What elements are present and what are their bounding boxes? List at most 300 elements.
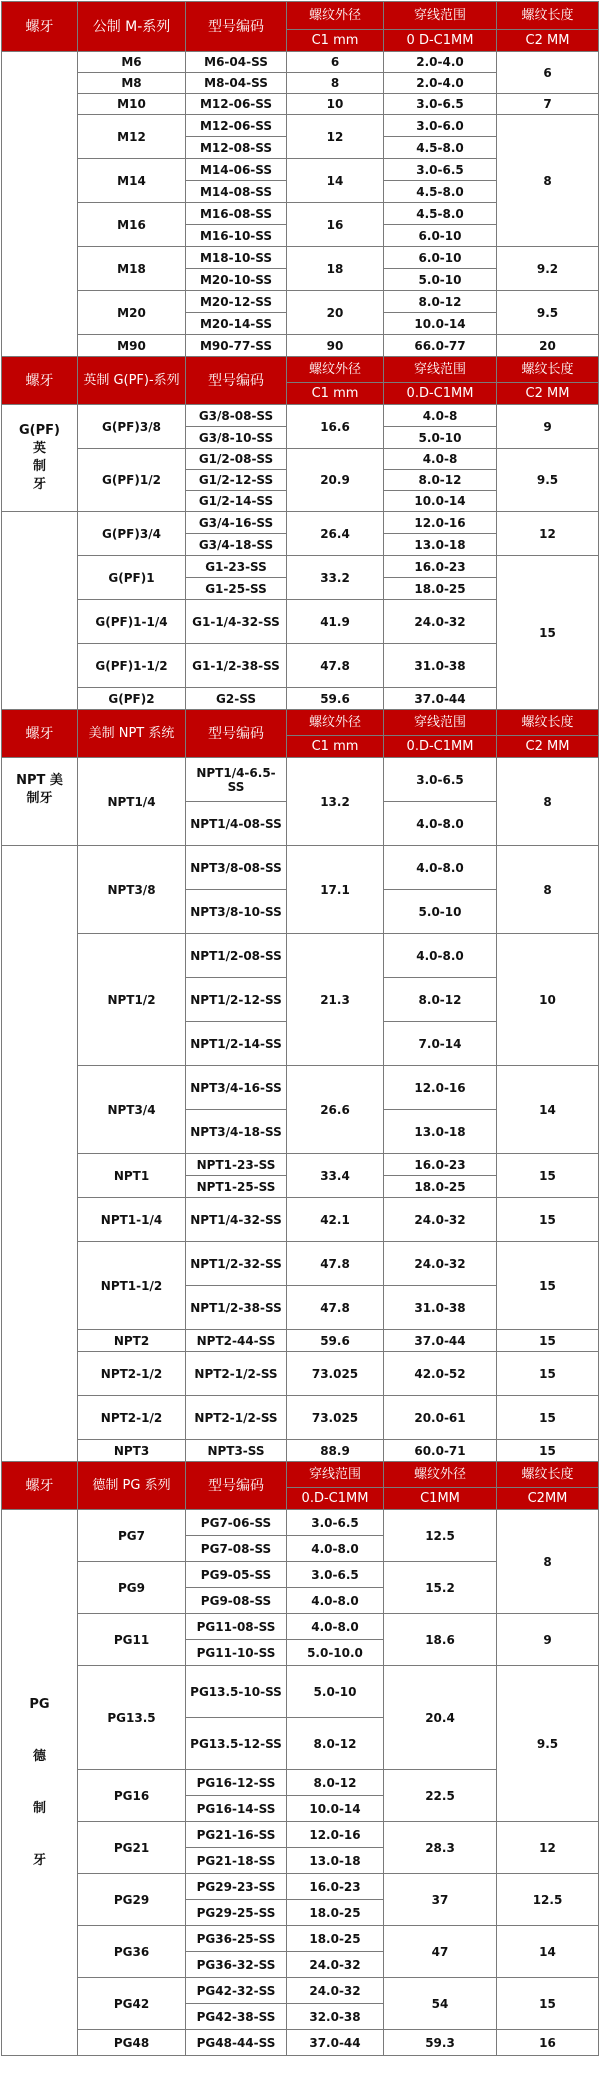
- col5-cell: 4.0-8.0: [384, 846, 497, 890]
- code-cell: PG29-23-SS: [186, 1874, 287, 1900]
- code-cell: G1-23-SS: [186, 556, 287, 578]
- col5-cell: 8.0-12: [384, 470, 497, 491]
- code-cell: NPT1/2-14-SS: [186, 1022, 287, 1066]
- code-cell: PG36-32-SS: [186, 1952, 287, 1978]
- col4-cell: 3.0-6.5: [287, 1562, 384, 1588]
- table-row: [2, 1614, 599, 1640]
- col5-cell: 20.0-61: [384, 1396, 497, 1440]
- thread-header: 螺牙: [2, 357, 78, 405]
- col5-cell: 47: [384, 1926, 497, 1978]
- col5-cell: 13.0-18: [384, 1110, 497, 1154]
- col5-header: 穿线范围: [384, 710, 497, 736]
- col6-cell: 8: [497, 1510, 599, 1614]
- size-cell: NPT2-1/2: [78, 1396, 186, 1440]
- col6-unit: C2 MM: [497, 383, 599, 405]
- col4-cell: 41.9: [287, 600, 384, 644]
- code-cell: PG36-25-SS: [186, 1926, 287, 1952]
- table-row: [2, 1926, 599, 1952]
- col6-cell: 20: [497, 335, 599, 357]
- col5-cell: 4.0-8: [384, 449, 497, 470]
- col5-cell: 18.0-25: [384, 1176, 497, 1198]
- col5-cell: 3.0-6.5: [384, 94, 497, 115]
- table-row: [2, 1978, 599, 2004]
- col5-cell: 24.0-32: [384, 1198, 497, 1242]
- col5-cell: 4.5-8.0: [384, 203, 497, 225]
- col5-cell: 16.0-23: [384, 1154, 497, 1176]
- col6-unit: C2MM: [497, 1488, 599, 1510]
- col6-header: 螺纹长度: [497, 2, 599, 30]
- col4-cell: 21.3: [287, 934, 384, 1066]
- col4-cell: 26.6: [287, 1066, 384, 1154]
- size-cell: PG11: [78, 1614, 186, 1666]
- code-header: 型号编码: [186, 357, 287, 405]
- col6-header: 螺纹长度: [497, 357, 599, 383]
- col5-header: 螺纹外径: [384, 1462, 497, 1488]
- col5-cell: 37: [384, 1874, 497, 1926]
- col5-cell: 15.2: [384, 1562, 497, 1614]
- size-cell: PG7: [78, 1510, 186, 1562]
- col5-cell: 66.0-77: [384, 335, 497, 357]
- size-cell: PG16: [78, 1770, 186, 1822]
- col6-cell: 9.5: [497, 291, 599, 335]
- col6-cell: 15: [497, 1440, 599, 1462]
- col4-header: 螺纹外径: [287, 710, 384, 736]
- code-cell: PG9-05-SS: [186, 1562, 287, 1588]
- table-row: [2, 1396, 599, 1440]
- col6-cell: 14: [497, 1926, 599, 1978]
- col6-unit: C2 MM: [497, 30, 599, 52]
- col6-cell: 9: [497, 1614, 599, 1666]
- code-cell: NPT2-44-SS: [186, 1330, 287, 1352]
- col4-header: 螺纹外径: [287, 2, 384, 30]
- col4-cell: 6: [287, 52, 384, 73]
- code-header: 型号编码: [186, 2, 287, 52]
- col4-header: 穿线范围: [287, 1462, 384, 1488]
- code-cell: G1-25-SS: [186, 578, 287, 600]
- size-cell: G(PF)3/8: [78, 405, 186, 449]
- size-cell: NPT1-1/2: [78, 1242, 186, 1330]
- series-header: 公制 M-系列: [78, 2, 186, 52]
- side-label-line: 牙: [32, 477, 46, 492]
- col4-cell: 47.8: [287, 644, 384, 688]
- size-cell: M12: [78, 115, 186, 159]
- col5-cell: 2.0-4.0: [384, 73, 497, 94]
- col6-header: 螺纹长度: [497, 710, 599, 736]
- pg-header-row: [2, 1462, 599, 1488]
- col6-cell: 15: [497, 1396, 599, 1440]
- col4-cell: 16.6: [287, 405, 384, 449]
- code-cell: M20-10-SS: [186, 269, 287, 291]
- col5-cell: 7.0-14: [384, 1022, 497, 1066]
- side-label-line: 制牙: [26, 791, 53, 806]
- code-cell: NPT3-SS: [186, 1440, 287, 1462]
- col5-cell: 4.5-8.0: [384, 181, 497, 203]
- code-cell: G3/8-08-SS: [186, 405, 287, 427]
- size-cell: NPT3: [78, 1440, 186, 1462]
- col4-cell: 8: [287, 73, 384, 94]
- col4-cell: 12.0-16: [287, 1822, 384, 1848]
- table-row: [2, 1666, 599, 1718]
- table-row: [2, 52, 599, 73]
- table-row: [2, 247, 599, 269]
- code-cell: PG11-08-SS: [186, 1614, 287, 1640]
- col6-cell: 7: [497, 94, 599, 115]
- col4-cell: 59.6: [287, 1330, 384, 1352]
- code-cell: PG21-18-SS: [186, 1848, 287, 1874]
- size-cell: NPT2-1/2: [78, 1352, 186, 1396]
- series-header: 英制 G(PF)-系列: [78, 357, 186, 405]
- table-row: [2, 846, 599, 890]
- code-cell: NPT1/4-08-SS: [186, 802, 287, 846]
- col4-cell: 90: [287, 335, 384, 357]
- code-cell: PG16-12-SS: [186, 1770, 287, 1796]
- col4-cell: 32.0-38: [287, 2004, 384, 2030]
- col6-cell: 15: [497, 1330, 599, 1352]
- side-label-line: G(PF): [19, 423, 60, 438]
- col5-cell: 3.0-6.5: [384, 159, 497, 181]
- side-label-line: PG: [29, 1696, 50, 1712]
- col5-cell: 37.0-44: [384, 1330, 497, 1352]
- side-label-line: NPT 美: [16, 773, 63, 788]
- side-label-line: 制: [32, 459, 46, 474]
- code-cell: PG42-38-SS: [186, 2004, 287, 2030]
- col4-cell: 10.0-14: [287, 1796, 384, 1822]
- pg-side-label: [2, 1510, 78, 2056]
- code-cell: NPT1/2-12-SS: [186, 978, 287, 1022]
- code-cell: NPT1/2-38-SS: [186, 1286, 287, 1330]
- size-cell: PG42: [78, 1978, 186, 2030]
- code-cell: NPT3/4-18-SS: [186, 1110, 287, 1154]
- gpf-side-cell: [2, 512, 78, 710]
- code-cell: PG9-08-SS: [186, 1588, 287, 1614]
- code-cell: PG11-10-SS: [186, 1640, 287, 1666]
- col6-header: 螺纹长度: [497, 1462, 599, 1488]
- code-cell: M8-04-SS: [186, 73, 287, 94]
- code-cell: M16-08-SS: [186, 203, 287, 225]
- col4-cell: 12: [287, 115, 384, 159]
- table-row: [2, 1352, 599, 1396]
- code-cell: NPT2-1/2-SS: [186, 1396, 287, 1440]
- code-cell: G3/4-16-SS: [186, 512, 287, 534]
- code-cell: M12-08-SS: [186, 137, 287, 159]
- col4-cell: 5.0-10.0: [287, 1640, 384, 1666]
- col4-unit: C1 mm: [287, 736, 384, 758]
- table-row: [2, 1874, 599, 1900]
- col5-cell: 31.0-38: [384, 1286, 497, 1330]
- col6-cell: 9.5: [497, 1666, 599, 1822]
- thread-header: 螺牙: [2, 710, 78, 758]
- size-cell: PG9: [78, 1562, 186, 1614]
- col6-unit: C2 MM: [497, 736, 599, 758]
- col5-cell: 4.5-8.0: [384, 137, 497, 159]
- col4-cell: 17.1: [287, 846, 384, 934]
- col4-cell: 88.9: [287, 1440, 384, 1462]
- code-cell: M14-08-SS: [186, 181, 287, 203]
- size-cell: NPT1-1/4: [78, 1198, 186, 1242]
- col5-cell: 18.6: [384, 1614, 497, 1666]
- code-cell: PG13.5-10-SS: [186, 1666, 287, 1718]
- col5-cell: 28.3: [384, 1822, 497, 1874]
- size-cell: M18: [78, 247, 186, 291]
- col5-header: 穿线范围: [384, 2, 497, 30]
- table-row: [2, 1440, 599, 1462]
- col5-cell: 8.0-12: [384, 291, 497, 313]
- col4-cell: 3.0-6.5: [287, 1510, 384, 1536]
- col6-cell: 12: [497, 1822, 599, 1874]
- side-label-line: 英: [32, 441, 46, 456]
- table-row: [2, 1822, 599, 1848]
- col5-cell: 10.0-14: [384, 491, 497, 512]
- size-cell: M10: [78, 94, 186, 115]
- col5-cell: 2.0-4.0: [384, 52, 497, 73]
- code-cell: NPT1/2-32-SS: [186, 1242, 287, 1286]
- col6-cell: 12: [497, 512, 599, 556]
- col5-cell: 16.0-23: [384, 556, 497, 578]
- table-row: [2, 1154, 599, 1176]
- col4-cell: 73.025: [287, 1396, 384, 1440]
- col6-cell: 15: [497, 1978, 599, 2030]
- col4-cell: 18: [287, 247, 384, 291]
- series-header: 美制 NPT 系统: [78, 710, 186, 758]
- col5-cell: 6.0-10: [384, 247, 497, 269]
- col5-unit: C1MM: [384, 1488, 497, 1510]
- col4-cell: 5.0-10: [287, 1666, 384, 1718]
- code-cell: M20-12-SS: [186, 291, 287, 313]
- col5-cell: 12.5: [384, 1510, 497, 1562]
- code-cell: NPT3/8-10-SS: [186, 890, 287, 934]
- npt-side-label: [2, 758, 78, 846]
- col4-cell: 24.0-32: [287, 1978, 384, 2004]
- table-row: [2, 94, 599, 115]
- col4-cell: 73.025: [287, 1352, 384, 1396]
- col5-cell: 12.0-16: [384, 512, 497, 534]
- col5-cell: 22.5: [384, 1770, 497, 1822]
- code-cell: M18-10-SS: [186, 247, 287, 269]
- gpf-header-row: [2, 357, 599, 383]
- code-cell: G1-1/2-38-SS: [186, 644, 287, 688]
- table-row: [2, 1066, 599, 1110]
- size-cell: G(PF)1-1/2: [78, 644, 186, 688]
- table-row: [2, 405, 599, 427]
- code-cell: M90-77-SS: [186, 335, 287, 357]
- code-cell: M14-06-SS: [186, 159, 287, 181]
- col5-cell: 37.0-44: [384, 688, 497, 710]
- col4-cell: 8.0-12: [287, 1718, 384, 1770]
- col5-cell: 24.0-32: [384, 1242, 497, 1286]
- thread-header: 螺牙: [2, 2, 78, 52]
- col4-cell: 16.0-23: [287, 1874, 384, 1900]
- col5-cell: 5.0-10: [384, 269, 497, 291]
- col6-cell: 15: [497, 1198, 599, 1242]
- code-cell: PG48-44-SS: [186, 2030, 287, 2056]
- size-cell: NPT3/8: [78, 846, 186, 934]
- code-cell: M6-04-SS: [186, 52, 287, 73]
- size-cell: NPT3/4: [78, 1066, 186, 1154]
- col4-unit: C1 mm: [287, 383, 384, 405]
- col5-cell: 31.0-38: [384, 644, 497, 688]
- col6-cell: 10: [497, 934, 599, 1066]
- metric-header-row: [2, 2, 599, 30]
- col6-cell: 15: [497, 556, 599, 710]
- col5-cell: 8.0-12: [384, 978, 497, 1022]
- table-row: [2, 512, 599, 534]
- col5-cell: 4.0-8.0: [384, 934, 497, 978]
- code-header: 型号编码: [186, 710, 287, 758]
- col4-cell: 18.0-25: [287, 1926, 384, 1952]
- col5-cell: 13.0-18: [384, 534, 497, 556]
- col4-cell: 13.2: [287, 758, 384, 846]
- col4-cell: 10: [287, 94, 384, 115]
- col6-cell: 16: [497, 2030, 599, 2056]
- col5-cell: 54: [384, 1978, 497, 2030]
- col4-cell: 47.8: [287, 1286, 384, 1330]
- col4-cell: 26.4: [287, 512, 384, 556]
- col4-cell: 20.9: [287, 449, 384, 512]
- col6-cell: 14: [497, 1066, 599, 1154]
- code-cell: G1/2-14-SS: [186, 491, 287, 512]
- col4-header: 螺纹外径: [287, 357, 384, 383]
- col4-cell: 13.0-18: [287, 1848, 384, 1874]
- size-cell: NPT1: [78, 1154, 186, 1198]
- code-cell: PG29-25-SS: [186, 1900, 287, 1926]
- col5-cell: 4.0-8: [384, 405, 497, 427]
- col5-cell: 42.0-52: [384, 1352, 497, 1396]
- table-row: [2, 1510, 599, 1536]
- code-cell: NPT3/8-08-SS: [186, 846, 287, 890]
- code-cell: G1/2-08-SS: [186, 449, 287, 470]
- col6-cell: 8: [497, 846, 599, 934]
- size-cell: G(PF)1-1/4: [78, 600, 186, 644]
- col5-cell: 4.0-8.0: [384, 802, 497, 846]
- col4-cell: 24.0-32: [287, 1952, 384, 1978]
- col6-cell: 6: [497, 52, 599, 94]
- col5-cell: 24.0-32: [384, 600, 497, 644]
- table-row: [2, 556, 599, 578]
- col5-cell: 6.0-10: [384, 225, 497, 247]
- code-cell: NPT1-23-SS: [186, 1154, 287, 1176]
- size-cell: PG48: [78, 2030, 186, 2056]
- col4-cell: 4.0-8.0: [287, 1536, 384, 1562]
- col5-cell: 5.0-10: [384, 427, 497, 449]
- series-header: 德制 PG 系列: [78, 1462, 186, 1510]
- table-row: [2, 1330, 599, 1352]
- col5-cell: 10.0-14: [384, 313, 497, 335]
- code-cell: NPT3/4-16-SS: [186, 1066, 287, 1110]
- col4-cell: 20: [287, 291, 384, 335]
- code-cell: NPT1/2-08-SS: [186, 934, 287, 978]
- size-cell: M6: [78, 52, 186, 73]
- code-cell: NPT2-1/2-SS: [186, 1352, 287, 1396]
- size-cell: M14: [78, 159, 186, 203]
- size-cell: M8: [78, 73, 186, 94]
- table-row: [2, 291, 599, 313]
- table-row: [2, 1242, 599, 1286]
- npt-header-row: [2, 710, 599, 736]
- col5-cell: 3.0-6.0: [384, 115, 497, 137]
- col6-cell: 15: [497, 1242, 599, 1330]
- col6-cell: 8: [497, 758, 599, 846]
- size-cell: NPT1/2: [78, 934, 186, 1066]
- code-cell: G3/4-18-SS: [186, 534, 287, 556]
- code-cell: PG13.5-12-SS: [186, 1718, 287, 1770]
- code-cell: G1-1/4-32-SS: [186, 600, 287, 644]
- table-row: [2, 934, 599, 978]
- col4-cell: 42.1: [287, 1198, 384, 1242]
- code-cell: PG7-06-SS: [186, 1510, 287, 1536]
- col4-cell: 59.6: [287, 688, 384, 710]
- col4-cell: 8.0-12: [287, 1770, 384, 1796]
- col4-cell: 47.8: [287, 1242, 384, 1286]
- size-cell: NPT1/4: [78, 758, 186, 846]
- code-header: 型号编码: [186, 1462, 287, 1510]
- table-row: [2, 335, 599, 357]
- col4-unit: 0.D-C1MM: [287, 1488, 384, 1510]
- table-row: [2, 1198, 599, 1242]
- table-row: [2, 449, 599, 470]
- side-label-line: 制: [32, 1800, 46, 1816]
- code-cell: PG21-16-SS: [186, 1822, 287, 1848]
- code-cell: NPT1/4-6.5-SS: [186, 758, 287, 802]
- code-cell: NPT1/4-32-SS: [186, 1198, 287, 1242]
- col5-unit: 0.D-C1MM: [384, 383, 497, 405]
- col5-cell: 5.0-10: [384, 890, 497, 934]
- thread-spec-table: [1, 1, 599, 2056]
- col4-cell: 16: [287, 203, 384, 247]
- col6-cell: 8: [497, 115, 599, 247]
- code-cell: G2-SS: [186, 688, 287, 710]
- code-cell: G3/8-10-SS: [186, 427, 287, 449]
- size-cell: PG36: [78, 1926, 186, 1978]
- table-row: [2, 758, 599, 802]
- size-cell: M90: [78, 335, 186, 357]
- col5-header: 穿线范围: [384, 357, 497, 383]
- col6-cell: 15: [497, 1352, 599, 1396]
- size-cell: M16: [78, 203, 186, 247]
- col5-cell: 20.4: [384, 1666, 497, 1770]
- size-cell: PG13.5: [78, 1666, 186, 1770]
- table-row: [2, 2030, 599, 2056]
- col6-cell: 12.5: [497, 1874, 599, 1926]
- col4-cell: 18.0-25: [287, 1900, 384, 1926]
- code-cell: M16-10-SS: [186, 225, 287, 247]
- col4-cell: 4.0-8.0: [287, 1588, 384, 1614]
- size-cell: G(PF)1: [78, 556, 186, 600]
- col5-cell: 60.0-71: [384, 1440, 497, 1462]
- size-cell: M20: [78, 291, 186, 335]
- code-cell: PG42-32-SS: [186, 1978, 287, 2004]
- size-cell: PG21: [78, 1822, 186, 1874]
- code-cell: PG7-08-SS: [186, 1536, 287, 1562]
- size-cell: G(PF)3/4: [78, 512, 186, 556]
- side-label-line: 牙: [32, 1852, 46, 1868]
- code-cell: NPT1-25-SS: [186, 1176, 287, 1198]
- npt-side-cell: [2, 846, 78, 1462]
- gpf-side-label: [2, 405, 78, 512]
- code-cell: PG16-14-SS: [186, 1796, 287, 1822]
- size-cell: G(PF)1/2: [78, 449, 186, 512]
- col5-unit: 0 D-C1MM: [384, 30, 497, 52]
- col6-cell: 15: [497, 1154, 599, 1198]
- col4-cell: 33.2: [287, 556, 384, 600]
- col4-cell: 33.4: [287, 1154, 384, 1198]
- col4-cell: 37.0-44: [287, 2030, 384, 2056]
- code-cell: M12-06-SS: [186, 115, 287, 137]
- col5-cell: 59.3: [384, 2030, 497, 2056]
- col5-cell: 3.0-6.5: [384, 758, 497, 802]
- col6-cell: 9: [497, 405, 599, 449]
- table-row: [2, 115, 599, 137]
- col6-cell: 9.2: [497, 247, 599, 291]
